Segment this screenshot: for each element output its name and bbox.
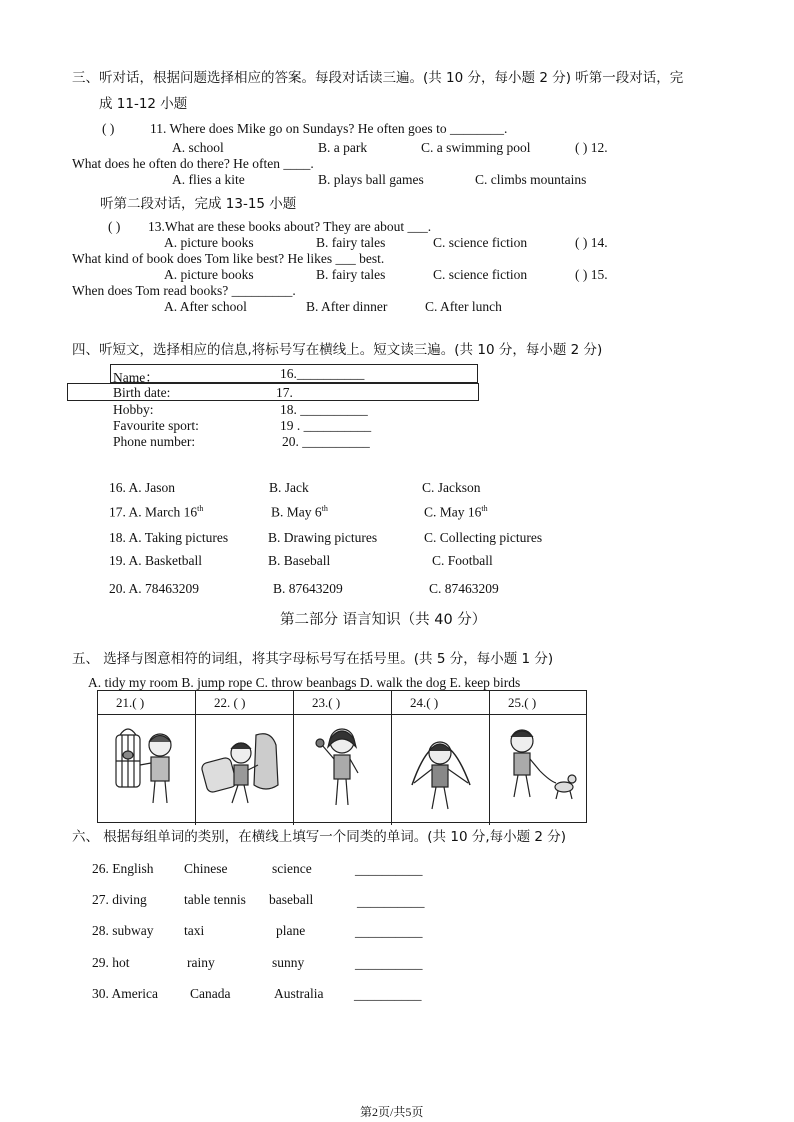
dialog2-heading: 听第二段对话，完成 13-15 小题 [100,196,297,212]
q14-option-a: A. picture books [164,267,254,282]
q13-text: 13.What are these books about? They are about ___. [148,219,432,234]
q12-option-a: A. flies a kite [172,172,245,187]
form-label-phone: Phone number: [113,434,196,449]
q17-option-c: C. May 16th [424,504,488,520]
q29-word2: rainy [187,955,215,970]
q11-option-b: B. a park [318,140,368,155]
q20-option-b: B. 87643209 [273,581,343,596]
q27-word3: baseball [269,892,314,907]
q12-option-b: B. plays ball games [318,172,424,187]
q15-paren: ( ) 15. [575,267,608,282]
picture-cell-25-label: 25.( ) [490,691,587,715]
picture-keep-birds [98,715,196,825]
q28-word2: taxi [184,923,205,938]
q14-option-c: C. science fiction [433,267,528,282]
picture-cell-23-label: 23.( ) [294,691,392,715]
q18-option-b: B. Drawing pictures [268,530,378,545]
form-blank-hobby: 18. __________ [280,402,368,417]
q19-option-c: C. Football [432,553,493,568]
q15-option-b: B. After dinner [306,299,388,314]
q30-word2: Canada [190,986,231,1001]
q15-option-a: A. After school [164,299,247,314]
q14-paren: ( ) 14. [575,235,608,250]
q12-paren: ( ) 12. [575,140,608,155]
picture-jump-rope [392,715,490,825]
q30-word3: Australia [274,986,324,1001]
q16-option-c: C. Jackson [422,480,481,495]
q20-option-a: 20. A. 78463209 [109,581,200,596]
q12-text: What does he often do there? He often ____. [72,156,314,171]
q14-text: What kind of book does Tom like best? He likes ___ best. [72,251,385,266]
picture-cell-24-label: 24.( ) [392,691,490,715]
q19-option-a: 19. A. Basketball [109,553,202,568]
q13-option-c: C. science fiction [433,235,528,250]
q28-word3: plane [276,923,306,938]
q15-text: When does Tom read books? _________. [72,283,296,298]
section3-title-line1: 三、听对话，根据问题选择相应的答案。每段对话读三遍。(共 10 分，每小题 2 分) 听第一段对话，完 [72,70,684,86]
q11-paren: ( ) [102,121,115,136]
picture-throw-beanbags [294,715,392,825]
form-blank-birthdate: 17. [276,385,293,400]
form-blank-name: 16.__________ [280,366,365,381]
q19-option-b: B. Baseball [268,553,331,568]
section5-title: 五、 选择与图意相符的词组，将其字母标号写在括号里。(共 5 分，每小题 1 分) [72,651,554,667]
q30-word1: 30. America [92,986,158,1001]
q18-option-a: 18. A. Taking pictures [109,530,229,545]
section5-phrases: A. tidy my room B. jump rope C. throw beanbags D. walk the dog E. keep birds [88,675,521,690]
q29-blank: __________ [355,956,423,971]
q29-word1: 29. hot [92,955,130,970]
q17-option-a: 17. A. March 16th [109,504,204,520]
q12-option-c: C. climbs mountains [475,172,587,187]
q27-word1: 27. diving [92,892,147,907]
form-blank-phone: 20. __________ [282,434,370,449]
form-label-birthdate: Birth date: [113,385,171,400]
picture-tidy-room [196,715,294,825]
section6-title: 六、 根据每组单词的类别，在横线上填写一个同类的单词。(共 10 分,每小题 2 分) [72,829,567,845]
part2-heading: 第二部分 语言知识（共 40 分） [280,612,487,628]
q18-option-c: C. Collecting pictures [424,530,543,545]
picture-cell-22-label: 22. ( ) [196,691,294,715]
q11-option-a: A. school [172,140,224,155]
q26-word3: science [272,861,312,876]
q26-word1: 26. English [92,861,154,876]
q26-word2: Chinese [184,861,228,876]
q29-word3: sunny [272,955,305,970]
q26-blank: __________ [355,862,423,877]
q20-option-c: C. 87463209 [429,581,499,596]
form-blank-sport: 19 . __________ [280,418,372,433]
q13-paren: ( ) [108,219,121,234]
q16-option-a: 16. A. Jason [109,480,176,495]
page-number: 第2页/共5页 [360,1105,424,1119]
picture-walk-dog [490,715,587,825]
form-label-name: Name： [113,370,159,385]
q27-blank: __________ [357,894,425,909]
q16-option-b: B. Jack [269,480,309,495]
q13-option-a: A. picture books [164,235,254,250]
q13-option-b: B. fairy tales [316,235,386,250]
q11-text: 11. Where does Mike go on Sundays? He often goes to ________. [150,121,508,136]
q28-word1: 28. subway [92,923,154,938]
q15-option-c: C. After lunch [425,299,502,314]
section3-title-line2: 成 11-12 小题 [99,96,188,112]
form-label-sport: Favourite sport: [113,418,199,433]
q27-word2: table tennis [184,892,246,907]
q17-option-b: B. May 6th [271,504,328,520]
q11-option-c: C. a swimming pool [421,140,531,155]
picture-table [97,690,587,823]
picture-cell-21-label: 21.( ) [98,691,196,715]
q14-option-b: B. fairy tales [316,267,386,282]
q28-blank: __________ [355,924,423,939]
section4-title: 四、听短文，选择相应的信息,将标号写在横线上。短文读三遍。(共 10 分，每小题 2 分) [72,342,603,358]
form-label-hobby: Hobby: [113,402,154,417]
q30-blank: __________ [354,987,422,1002]
